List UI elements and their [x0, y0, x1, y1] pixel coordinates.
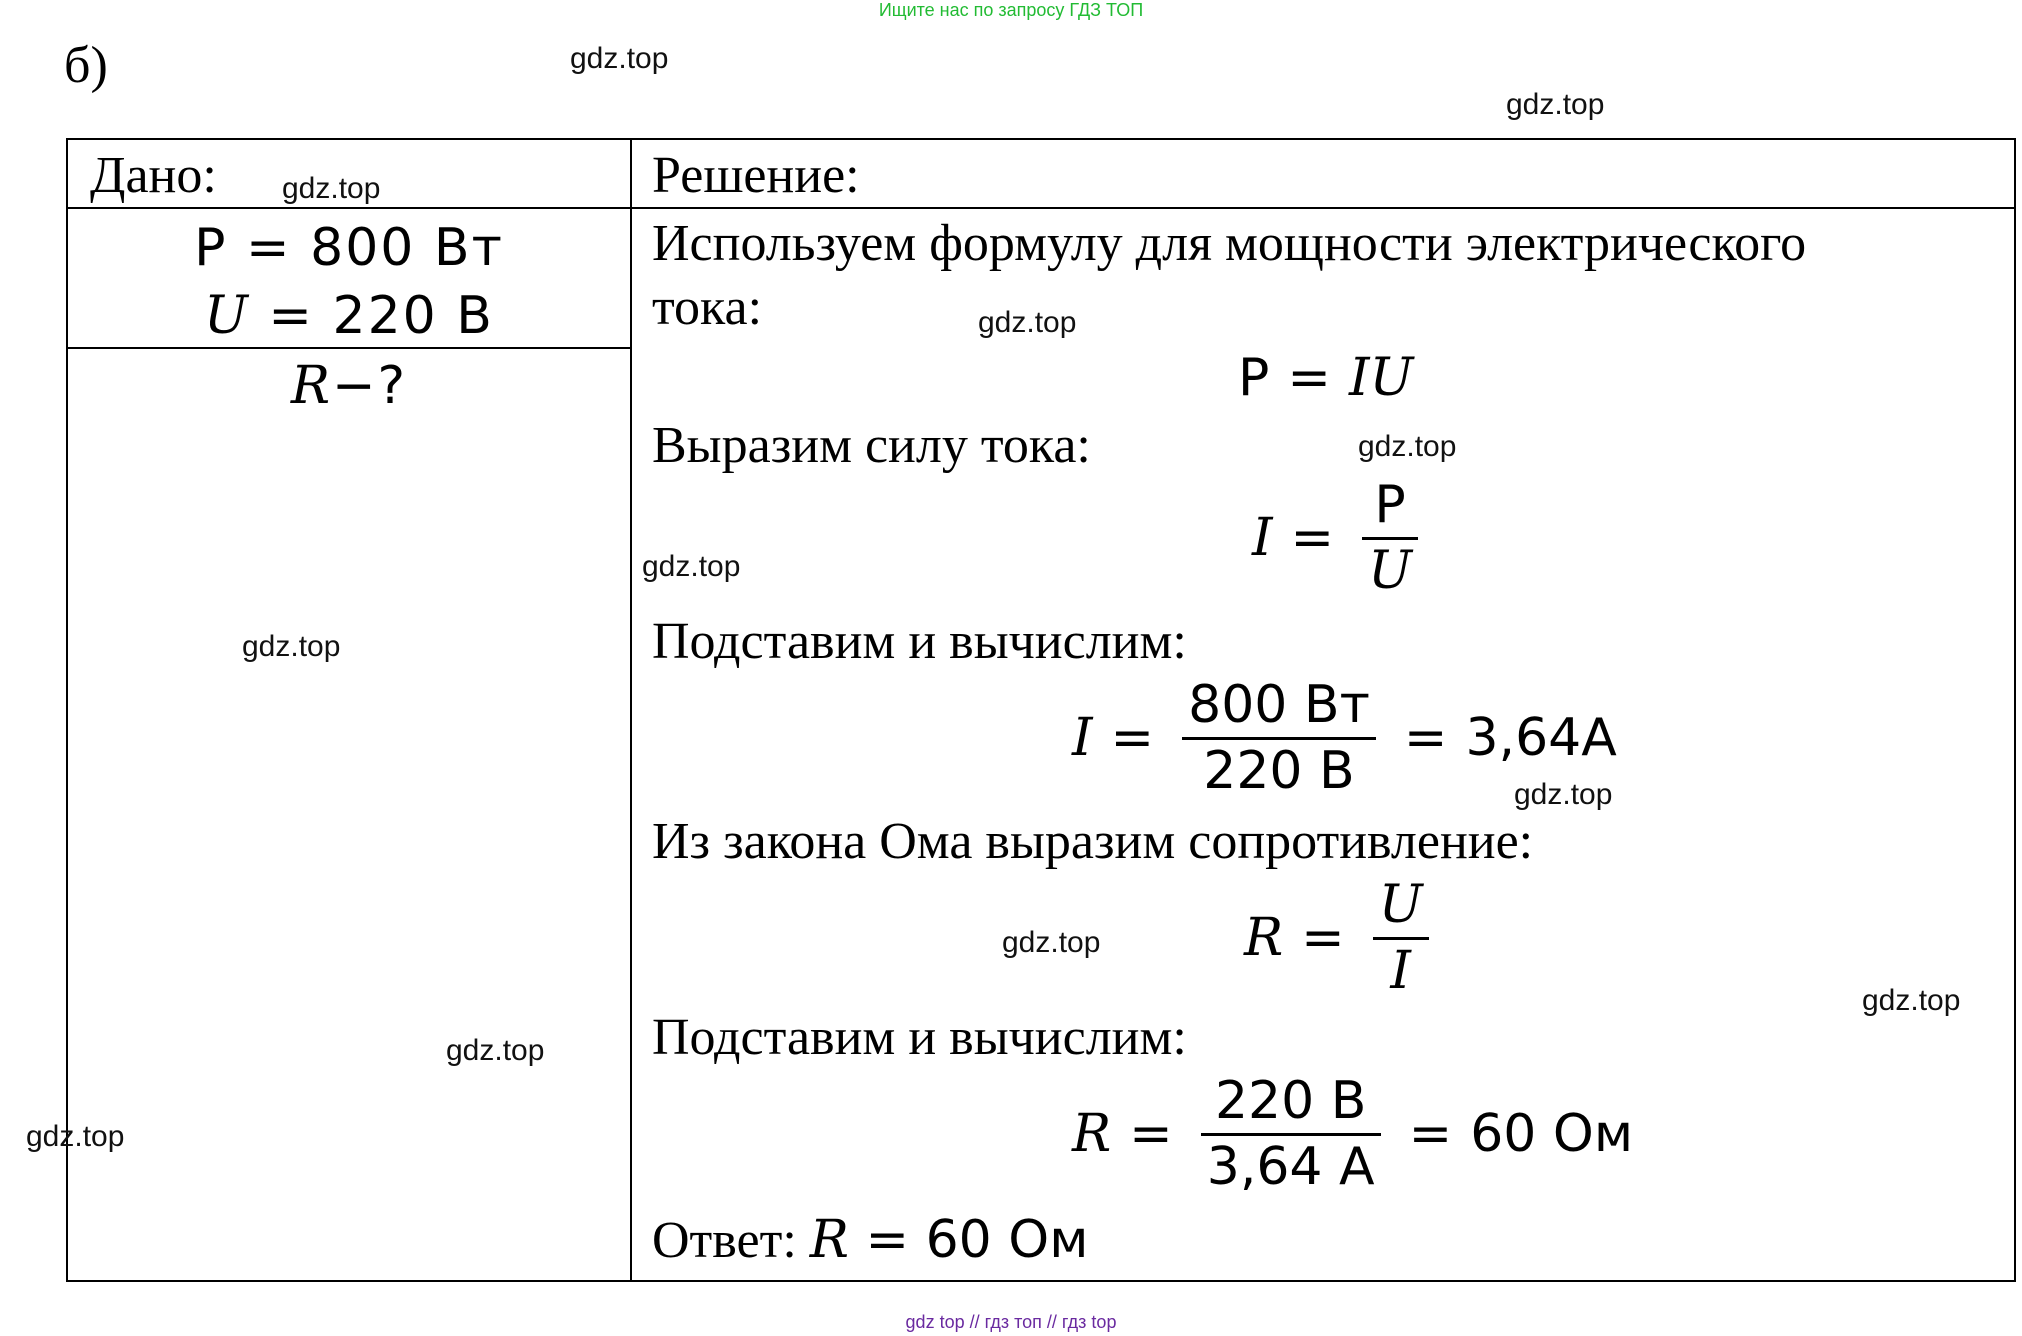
watermark: gdz.top [1002, 926, 1101, 959]
header-divider [68, 207, 2014, 209]
watermark: gdz.top [242, 630, 341, 663]
solution-header: Решение: [652, 147, 860, 204]
given-header: Дано: [90, 147, 217, 204]
formula-current: I = $\frac{P}{U}$ [1252, 478, 1428, 598]
given-power: P = 800 Вт [194, 218, 504, 278]
given-voltage: U = 220 В [204, 286, 494, 346]
watermark: gdz.top [1514, 778, 1613, 811]
footer-note: gdz top // гдз топ // гдз top [905, 1312, 1117, 1332]
formula-power: P = IU [1238, 348, 1414, 408]
formula-resistance: R = $\frac{U}{I}$ [1244, 878, 1439, 998]
watermark: gdz.top [978, 306, 1077, 339]
watermark: gdz.top [446, 1034, 545, 1067]
watermark: gdz.top [1506, 88, 1605, 121]
text-substitute-1: Подставим и вычислим: [652, 613, 1187, 670]
formula-current-value: I = $\frac{800 Вт}{220 В}$ = 3,64А [1072, 675, 1617, 801]
text-express-current: Выразим силу тока: [652, 417, 1091, 474]
text-substitute-2: Подставим и вычислим: [652, 1009, 1187, 1066]
answer: Ответ: R = 60 Ом [652, 1210, 1089, 1270]
column-divider [630, 140, 632, 1280]
text-formula-intro-cont: тока: [652, 279, 763, 336]
watermark: gdz.top [642, 550, 741, 583]
find-resistance: R−? [290, 356, 408, 416]
watermark: gdz.top [570, 42, 669, 75]
text-ohm-law: Из закона Ома выразим сопротивление: [652, 813, 1534, 870]
watermark: gdz.top [1358, 430, 1457, 463]
problem-number: б) [64, 37, 108, 94]
given-divider [68, 347, 630, 349]
watermark: gdz.top [26, 1120, 125, 1153]
formula-resistance-value: R = $\frac{220 В}{3,64 А}$ = 60 Ом [1072, 1071, 1634, 1197]
watermark: gdz.top [282, 172, 381, 205]
watermark: gdz.top [1862, 984, 1961, 1017]
header-note: Ищите нас по запросу ГДЗ ТОП [878, 0, 1144, 20]
text-formula-intro: Используем формулу для мощности электрического [652, 215, 1807, 272]
